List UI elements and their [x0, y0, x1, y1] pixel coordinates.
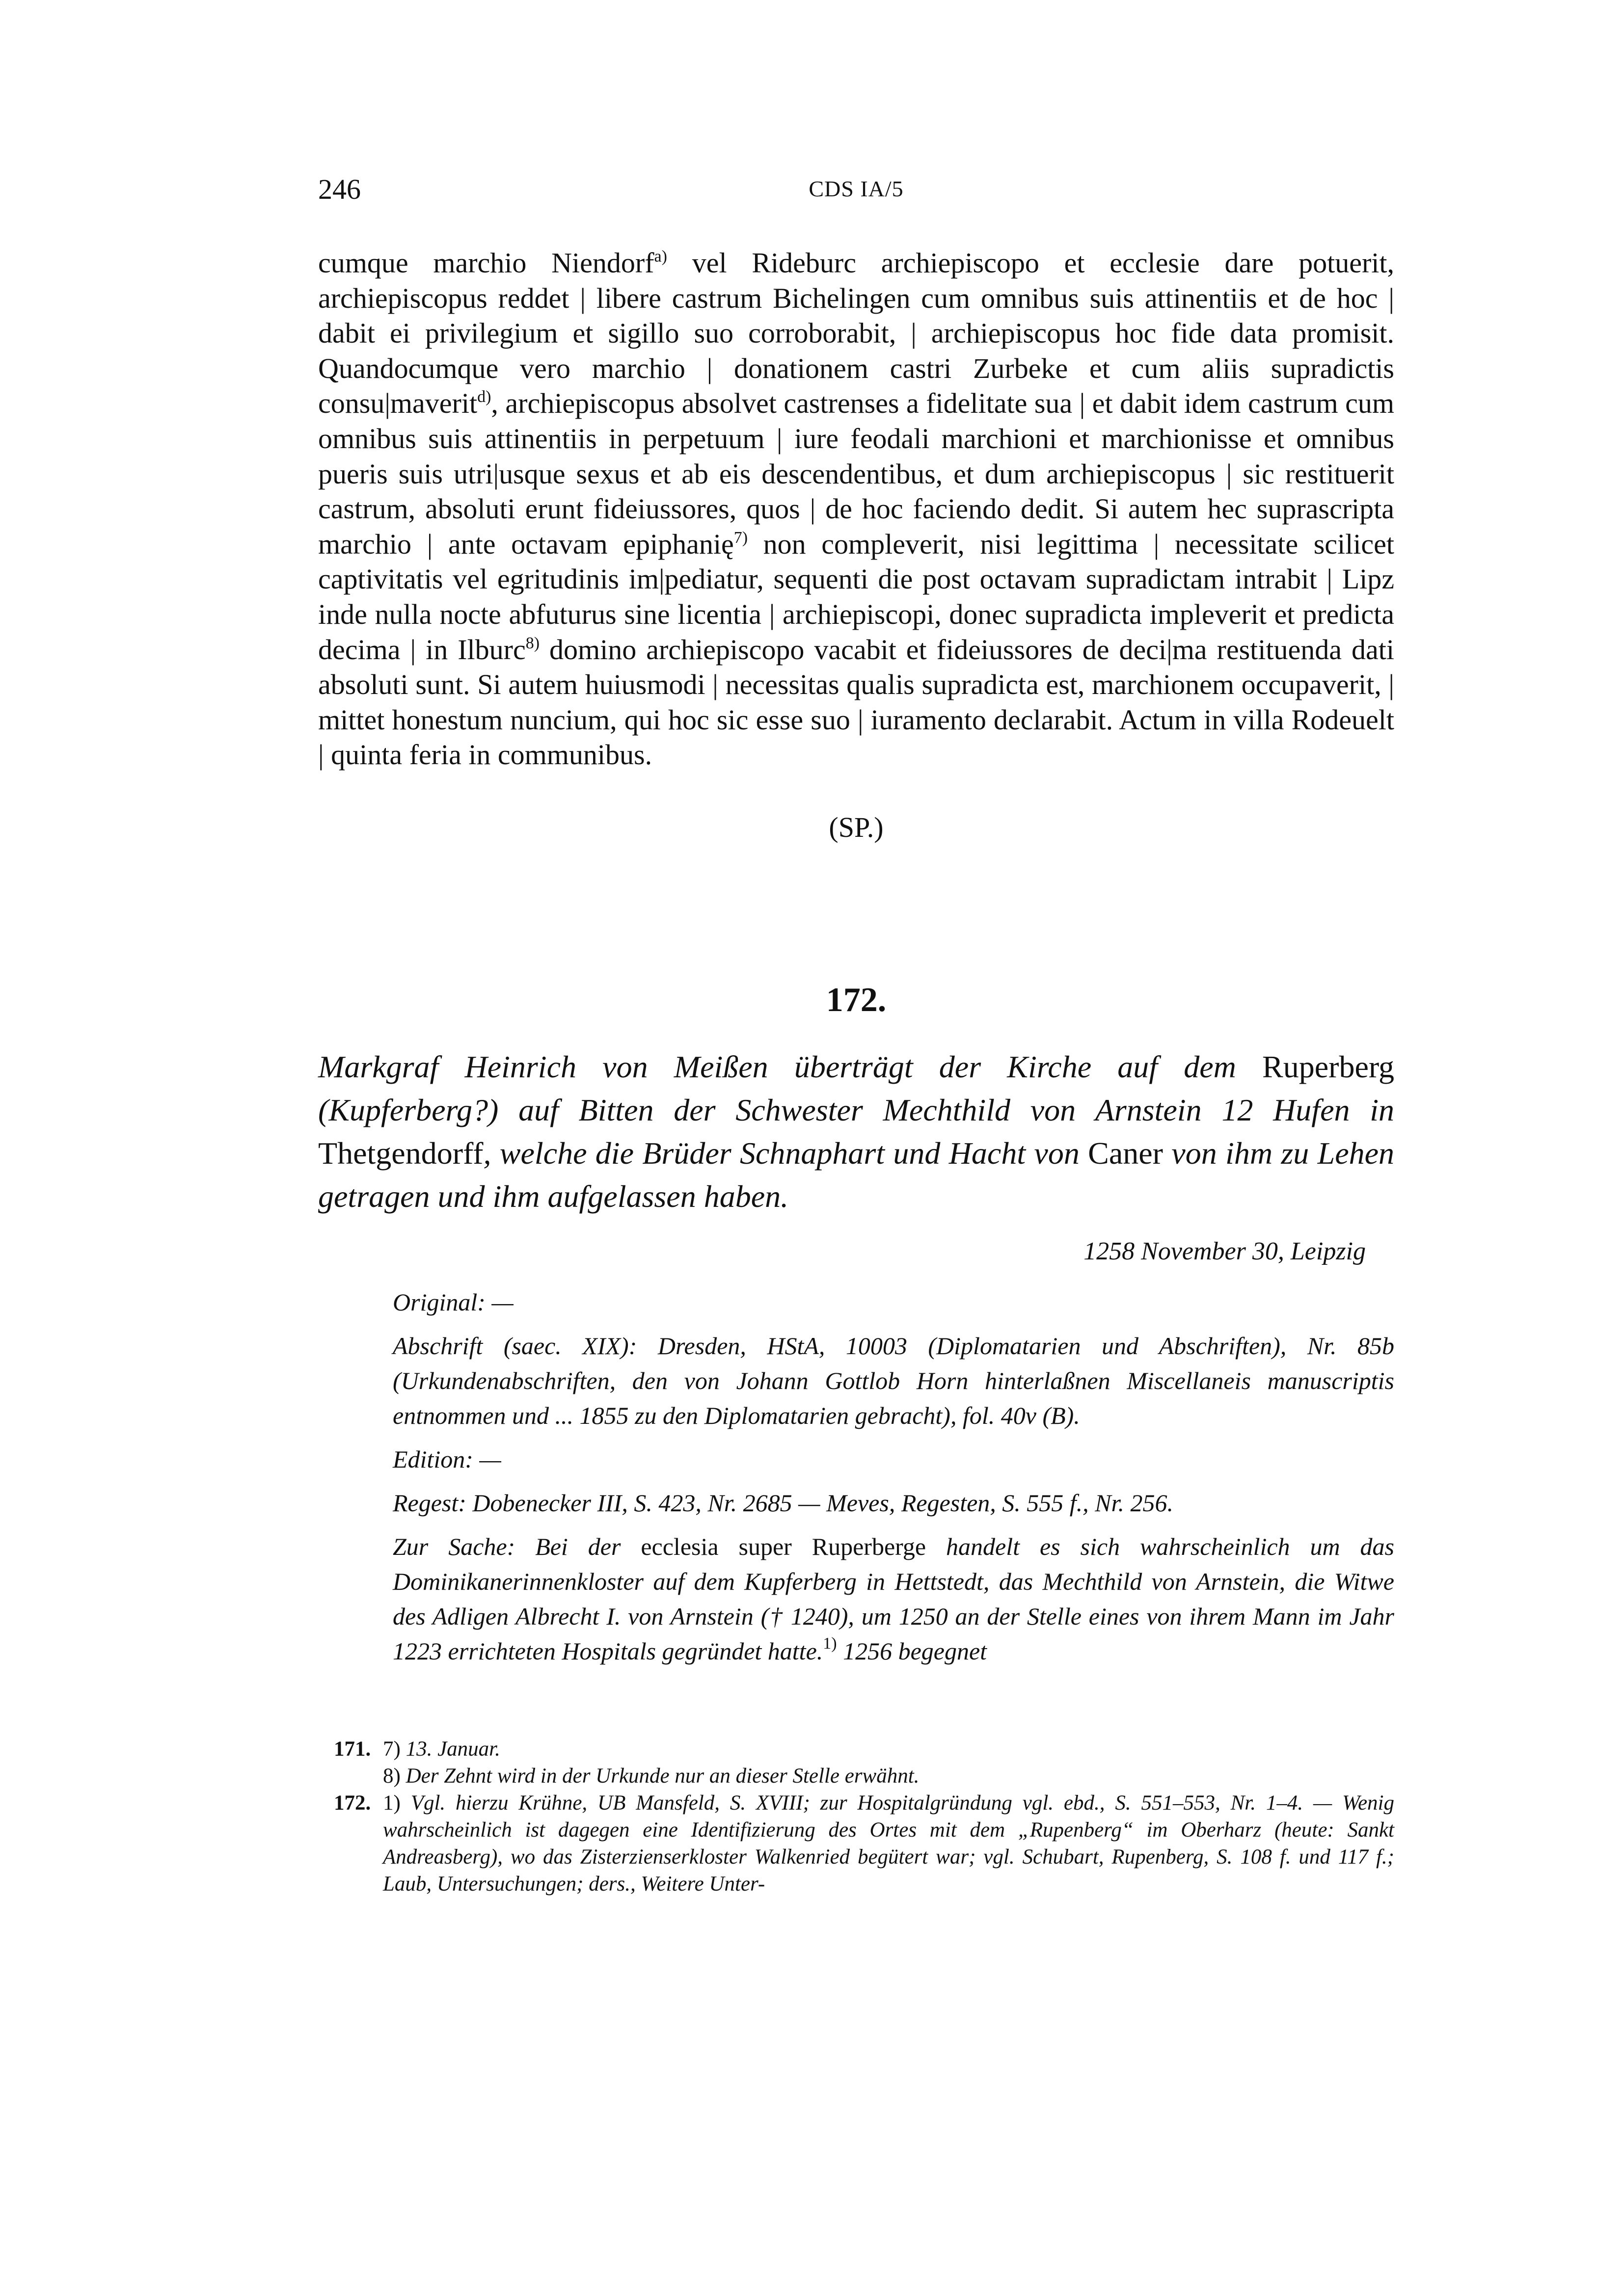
text-segment: domino archiepiscopo vacabit et fideiussores de deci|ma restituenda dati absoluti sunt. Si autem huiusmodi | necessitas qualis supradicta est, marchionem occupaverit, | mittet honestum nuncium, qui hoc sic esse suo | iuramento declarabit. Actum in villa Rodeuelt | quinta feria in communibus.	[318, 633, 1394, 771]
footnote-marker: 8)	[525, 634, 540, 652]
footnote-text: Der Zehnt wird in der Urkunde nur an dieser Stelle erwähnt.	[406, 1764, 920, 1788]
document-number: 172.	[826, 981, 887, 1019]
footnote	[383, 1762, 1394, 1789]
dateline: 1258 November 30, Leipzig	[1083, 1237, 1366, 1265]
footnote-marker: d)	[477, 388, 491, 406]
regest-segment: von ihm zu Lehen getragen und ihm aufgelassen haben.	[318, 1136, 1395, 1214]
apparatus-regest: Regest: Dobenecker III, S. 423, Nr. 2685 — Meves, Regesten, S. 555 f., Nr. 256.	[393, 1489, 1173, 1517]
regest-segment: (Kupferberg?) auf Bitten der Schwester Mechthild von Arnstein 12 Hufen in	[318, 1093, 1394, 1127]
zur-sache-segment: handelt es sich wahrscheinlich um das Dominikanerinnenkloster auf dem Kupferberg in Hettstedt, das Mechthild von Arnstein, die Witwe des Adligen Albrecht I. von Arnstein († 1240), um 1250 an der Stelle eines von ihrem Mann im Jahr 1223 errichteten Hospitals gegründet hatte.	[393, 1533, 1394, 1665]
footnote-number: 7)	[383, 1737, 401, 1761]
text-segment: vel Rideburc archiepiscopo et ecclesie dare potuerit, archiepiscopus reddet | libere castrum Bichelingen cum omnibus suis attinentiis et de hoc | dabit ei privilegium et sigillo suo corroborabit, | archiepiscopus hoc fide data promisit. Quandocumque vero marchio | donationem castri Zurbeke et cum aliis supradictis consu|maverit	[318, 247, 1394, 420]
footnote-doc-number: 172.	[334, 1791, 371, 1815]
footnote-marker: a)	[654, 247, 667, 266]
page-number: 246	[318, 173, 361, 205]
apparatus-zur-sache	[393, 1529, 1394, 1669]
seal-note: (SP.)	[829, 811, 884, 843]
regest-segment: Markgraf Heinrich von Meißen überträgt der Kirche auf dem	[318, 1049, 1263, 1084]
text-segment: cumque marchio Niendorf	[318, 247, 654, 279]
footnote-doc-number: 171.	[334, 1737, 371, 1761]
footnote-number: 1)	[383, 1791, 401, 1815]
apparatus-edition: Edition: —	[393, 1445, 501, 1473]
document-text	[318, 245, 1394, 773]
apparatus-copy: Abschrift (saec. XIX): Dresden, HStA, 10003 (Diplomatarien und Abschriften), Nr. 85b (Urkundenabschriften, den von Johann Gottlob Horn hinterlaßnen Miscellaneis manuscriptis entnommen und ... 1855 zu den Diplomatarien gebracht), fol. 40v (B).	[393, 1332, 1394, 1429]
text-segment: , archiepiscopus absolvet castrenses a fidelitate sua | et dabit idem castrum cum omnibus suis attinentiis in perpetuum | iure feodali marchioni et marchionisse et omnibus pueris suis utri|usque sexus et ab eis descendentibus, et dum archiepiscopus | sic restituerit castrum, absoluti erunt fideiussores, quos | de hoc faciendo dedit. Si autem hec suprascripta marchio | ante octavam epiphanię	[318, 387, 1395, 560]
footnote	[383, 1789, 1394, 1897]
text-segment: non compleverit, nisi legittima | necessitate scilicet captivitatis vel egritudinis im|pediatur, sequenti die post octavam supradictam intrabit | Lipz inde nulla nocte abfuturus sine licentia | archiepiscopi, donec supradicta impleverit et predicta decima | in Ilburc	[318, 528, 1394, 666]
zur-sache-segment: Zur Sache: Bei der	[393, 1533, 641, 1560]
regest-placename: Ruperberg	[1262, 1049, 1394, 1084]
regest-placename: Thetgendorff	[318, 1136, 484, 1171]
critical-apparatus	[393, 1285, 1394, 1678]
footnote-group	[334, 1735, 1394, 1789]
footnote-text: Vgl. hierzu Krühne, UB Mansfeld, S. XVIII; zur Hospitalgründung vgl. ebd., S. 551–553, Nr. 1–4. — Wenig wahrscheinlich ist dagegen eine Identifizierung des Ortes mit dem „Rupenberg“ im Oberharz (heute: Sankt Andreasberg), wo das Zisterzienserkloster Walkenried begütert war; vgl. Schubart, Rupenberg, S. 108 f. und 117 f.; Laub, Untersuchungen; ders., Weitere Unter-	[383, 1791, 1395, 1896]
footnote-group	[334, 1789, 1394, 1897]
footnote-marker: 7)	[733, 528, 748, 547]
footnote-text: 13. Januar.	[406, 1737, 500, 1761]
regest-segment: , welche die Brüder Schnaphart und Hacht von	[483, 1136, 1088, 1171]
running-head: CDS IA/5	[809, 176, 904, 201]
footnote-number: 8)	[383, 1764, 401, 1788]
footnote-marker: 1)	[823, 1634, 837, 1653]
regest-placename: Caner	[1088, 1136, 1163, 1171]
page-header	[318, 173, 1394, 212]
zur-sache-segment: 1256 begegnet	[837, 1637, 987, 1665]
zur-sache-quote: ecclesia super Ruperberge	[641, 1533, 926, 1560]
footnotes	[334, 1735, 1394, 1897]
footnote	[383, 1735, 1394, 1762]
apparatus-original: Original: —	[393, 1288, 514, 1316]
document-regest	[318, 1045, 1394, 1218]
